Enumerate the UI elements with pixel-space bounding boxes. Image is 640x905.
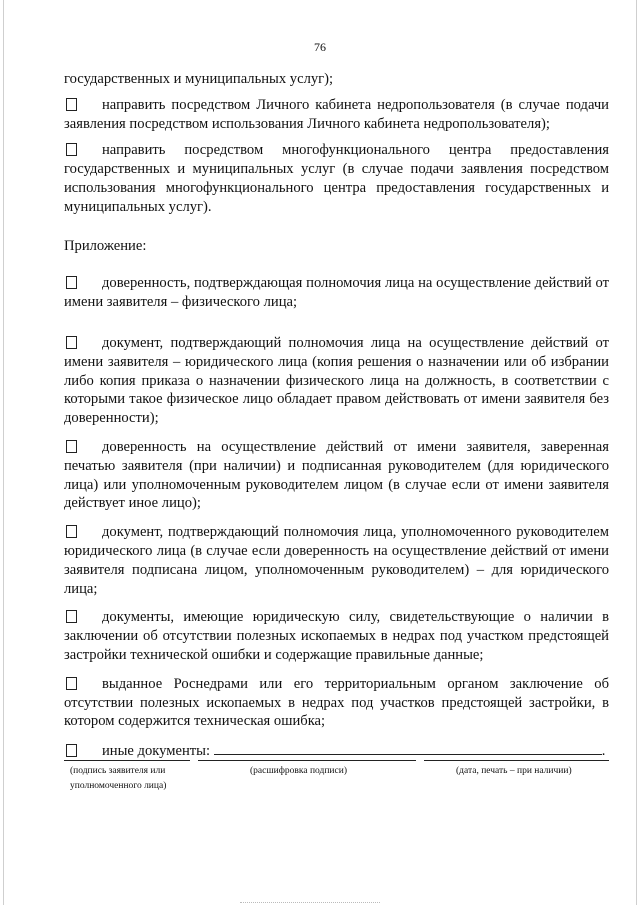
signature-caption-decoding: (расшифровка подписи) [250,766,347,776]
checkbox[interactable] [66,143,77,156]
intro-line: государственных и муниципальных услуг); [64,71,334,87]
attachment-text: документ, подтверждающий полномочия лица на осуществление действий от имени заявителя – юридического лица (копия решения о назначении или об избрании либо копия приказа о назначении физического лица на должность, в соответствии с которыми такое физическое лицо обладает правом действовать от имени заявителя без доверенности); [64,334,609,427]
checkbox[interactable] [66,610,77,623]
attachment-text: документ, подтверждающий полномочия лица, уполномоченного руководителем юридического лица (в случае если доверенность на осуществление действий от имени заявителя подписана лицом, уполномоченным руководителем) – для юридического лица; [64,524,609,597]
attachment-item [64,274,609,312]
attachment-text: документы, имеющие юридическую силу, свидетельствующие о наличии в заключении об отсутствии полезных ископаемых в недрах под участком предстоящей застройки технической ошибки и содержащие правильные данные; [64,609,609,663]
checkbox[interactable] [66,98,77,111]
page-edge-right [636,0,637,905]
other-documents-blank-line[interactable] [214,742,602,755]
attachment-text: доверенность на осуществление действий от имени заявителя, заверенная печатью заявителя (при наличии) и подписанная руководителем (для юридического лица) или уполномоченным руководителем лицом (в случае если от имени заявителя действует иное лицо); [64,438,609,512]
delivery-option-cabinet [64,96,609,134]
signature-line-applicant[interactable] [64,760,190,761]
attachment-text: выданное Роснедрами или его территориальным органом заключение об отсутствии полезных ископаемых в недрах под участков предстоящей застройки, в котором содержится техническая ошибка; [64,675,609,730]
signature-caption-applicant: (подпись заявителя или уполномоченного лица) [70,766,167,791]
checkbox[interactable] [66,677,77,690]
checkbox[interactable] [66,525,77,538]
signature-block [64,760,609,800]
signature-line-date[interactable] [424,760,609,761]
checkbox[interactable] [66,744,77,757]
checkbox[interactable] [66,276,77,289]
delivery-option-text: направить посредством многофункционального центра предоставления государственных и муниципальных услуг (в случае подачи заявления посредством использования многофункционального центра предоставления государственных и муниципальных услуг). [64,142,609,215]
attachment-item [64,438,609,513]
attachment-other-documents [64,742,609,761]
other-documents-label: иные документы: [102,743,211,760]
page-number: 76 [314,40,326,54]
delivery-option-text: направить посредством Личного кабинета недропользователя (в случае подачи заявления посредством использования Личного кабинета недропользователя); [64,96,609,132]
other-documents-end: . [601,743,606,760]
attachment-text: доверенность, подтверждающая полномочия лица на осуществление действий от имени заявителя – физического лица; [64,275,609,311]
attachments-heading: Приложение: [64,237,147,254]
document-body [64,70,609,761]
delivery-option-mfc [64,141,609,216]
checkbox[interactable] [66,336,77,349]
attachment-item [64,523,609,598]
signature-caption-date: (дата, печать – при наличии) [456,766,572,776]
signature-line-decoding[interactable] [198,760,416,761]
page-edge-left [3,0,4,905]
attachment-item [64,334,609,428]
attachment-item [64,675,609,731]
checkbox[interactable] [66,440,77,453]
footer-divider [240,902,380,903]
attachment-item [64,608,609,664]
